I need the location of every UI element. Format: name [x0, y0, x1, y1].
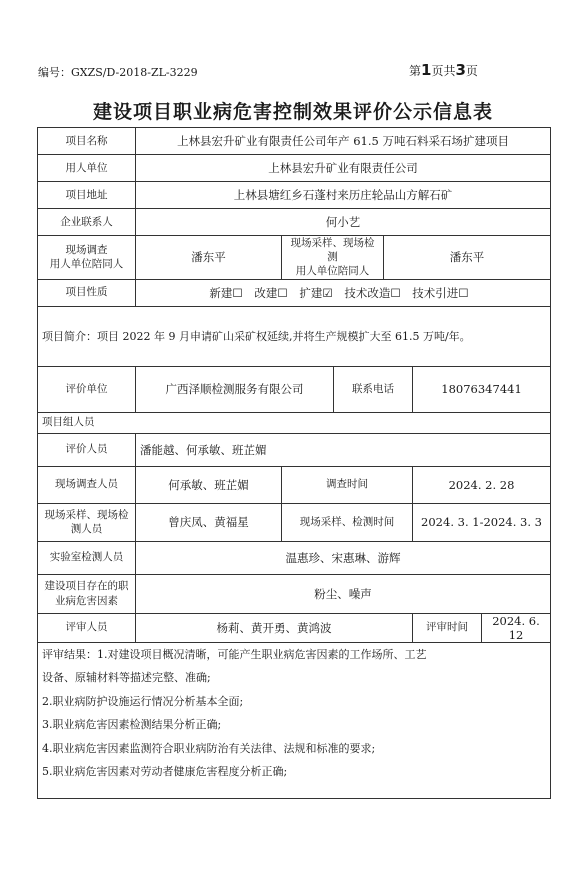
document-code: 编号：GXZS/D-2018-ZL-3229	[38, 66, 198, 79]
table-row	[38, 433, 551, 466]
evaluators-label: 评价人员	[38, 433, 136, 466]
table-row	[38, 412, 551, 433]
table-row	[38, 541, 551, 574]
reviewers-value: 杨莉、黄开勇、黄鸿波	[136, 613, 413, 642]
table-row	[38, 366, 551, 412]
result-line: 评审结果：1.对建设项目概况清晰，可能产生职业病危害因素的工作场所、工艺	[42, 647, 427, 661]
review-time-value: 2024. 6. 12	[482, 613, 551, 642]
lab-staff-value: 温惠珍、宋惠琳、游辉	[136, 541, 551, 574]
reviewers-label: 评审人员	[38, 613, 136, 642]
eval-unit-value: 广西泽顺检测服务有限公司	[136, 366, 334, 412]
page-indicator	[409, 61, 478, 79]
hazards-value: 粉尘、噪声	[136, 574, 551, 613]
table-row	[38, 306, 551, 366]
survey-staff-value: 何承敏、班芷媚	[136, 466, 282, 503]
document-title: 建设项目职业病危害控制效果评价公示信息表	[92, 101, 493, 123]
table-row	[38, 209, 551, 236]
result-line: 设备、原辅材料等描述完整、准确;	[42, 671, 211, 685]
hazards-label: 建设项目存在的职 业病危害因素	[38, 574, 136, 613]
review-results	[38, 642, 551, 798]
sampling-staff-label: 现场采样、现场检 测人员	[38, 503, 136, 541]
page-mid: 页共	[431, 64, 456, 78]
table-row	[38, 128, 551, 155]
sampling-time-value: 2024. 3. 1-2024. 3. 3	[413, 503, 551, 541]
contact-value: 何小艺	[136, 209, 551, 236]
info-table	[37, 127, 551, 799]
survey-companion-value: 潘东平	[136, 236, 282, 280]
option-expand: 扩建☑	[299, 285, 333, 300]
option-tech-import: 技术引进☐	[412, 285, 469, 300]
project-name-label: 项目名称	[38, 128, 136, 155]
option-tech-upgrade: 技术改造☐	[344, 285, 401, 300]
result-line: 2.职业病防护设施运行情况分析基本全面;	[42, 694, 244, 708]
table-row	[38, 466, 551, 503]
team-header: 项目组人员	[38, 412, 551, 433]
survey-time-value: 2024. 2. 28	[413, 466, 551, 503]
evaluators-value: 潘能越、何承敏、班芷媚	[136, 433, 551, 466]
option-rebuild: 改建☐	[254, 285, 288, 300]
sampling-companion-label: 现场采样、现场检测 用人单位陪同人	[282, 236, 384, 280]
employer-label: 用人单位	[38, 155, 136, 182]
survey-time-label: 调查时间	[282, 466, 413, 503]
page-current: 1	[421, 61, 432, 79]
project-name-value: 上林县宏升矿业有限责任公司年产 61.5 万吨石料采石场扩建项目	[136, 128, 551, 155]
page-prefix: 第	[409, 64, 422, 78]
phone-label: 联系电话	[334, 366, 413, 412]
table-row	[38, 236, 551, 280]
address-value: 上林县塘红乡石蓬村来历庄轮品山方解石矿	[136, 182, 551, 209]
table-row	[38, 155, 551, 182]
page-suffix: 页	[465, 64, 478, 78]
contact-label: 企业联系人	[38, 209, 136, 236]
eval-unit-label: 评价单位	[38, 366, 136, 412]
project-nature-label: 项目性质	[38, 279, 136, 306]
result-line: 4.职业病危害因素监测符合职业病防治有关法律、法规和标准的要求;	[42, 741, 376, 755]
option-new: 新建☐	[209, 285, 243, 300]
address-label: 项目地址	[38, 182, 136, 209]
sampling-time-label: 现场采样、检测时间	[282, 503, 413, 541]
table-row	[38, 574, 551, 613]
table-row	[38, 503, 551, 541]
review-time-label: 评审时间	[413, 613, 482, 642]
project-intro: 项目简介：项目 2022 年 9 月申请矿山采矿权延续,并将生产规模扩大至 61.5 万吨/年。	[38, 306, 551, 366]
table-row	[38, 642, 551, 798]
table-row	[38, 613, 551, 642]
employer-value: 上林县宏升矿业有限责任公司	[136, 155, 551, 182]
result-line: 5.职业病危害因素对劳动者健康危害程度分析正确;	[42, 765, 288, 779]
sampling-staff-value: 曾庆凤、黄福星	[136, 503, 282, 541]
project-nature-options	[136, 279, 551, 306]
lab-staff-label: 实验室检测人员	[38, 541, 136, 574]
table-row	[38, 279, 551, 306]
survey-companion-label: 现场调查 用人单位陪同人	[38, 236, 136, 280]
result-line: 3.职业病危害因素检测结果分析正确;	[42, 718, 222, 732]
table-row	[38, 182, 551, 209]
sampling-companion-value: 潘东平	[384, 236, 551, 280]
survey-staff-label: 现场调查人员	[38, 466, 136, 503]
phone-value: 18076347441	[413, 366, 551, 412]
page-total: 3	[455, 61, 466, 79]
